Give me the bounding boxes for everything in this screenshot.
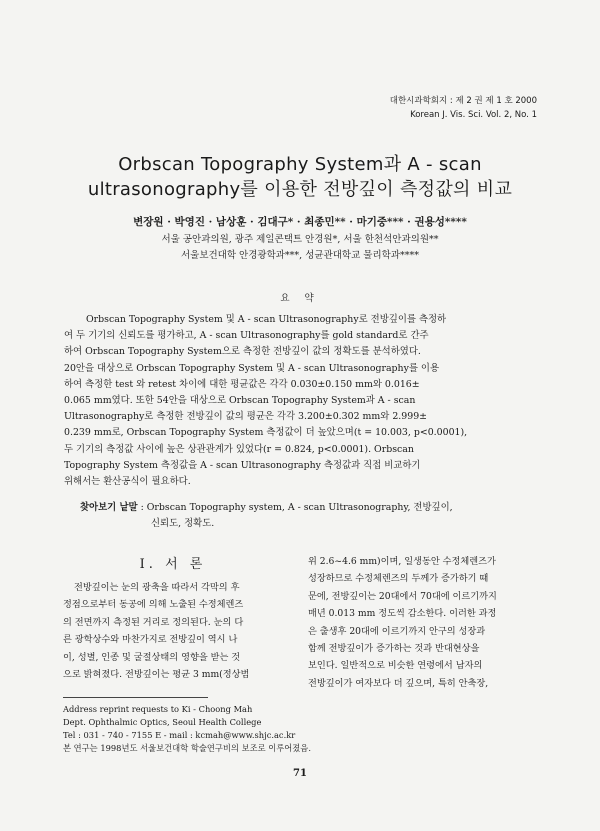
journal-korean: 대한시과학회지 : 제 2 권 제 1 호 2000 [389, 96, 537, 106]
abstract-line: 0.239 mm로, Orbscan Topography System 측정값이 더 높았으며(t = 10.003, p<0.0001), [64, 427, 468, 439]
abstract-line: 두 기기의 측정값 사이에 높은 상관관계가 있었다(r = 0.824, p<0.0001). Orbscan [64, 443, 414, 455]
body-line: 정점으로부터 동공에 의해 노출된 수정체렌즈 [63, 599, 244, 611]
abstract-line: Orbscan Topography System 및 A - scan Ultrasonography로 전방깊이를 측정하 [86, 314, 447, 325]
body-line: 문에, 전방깊이는 20대에서 70대에 이르기까지 [308, 590, 497, 602]
body-line: 으로 밝혀졌다. 전방깊이는 평균 3 mm(정상범 [63, 669, 250, 681]
journal-english: Korean J. Vis. Sci. Vol. 2, No. 1 [410, 110, 537, 120]
abstract-line: 위해서는 환산공식이 필요하다. [64, 476, 191, 488]
keywords-label: 찾아보기 낱말 [80, 502, 138, 513]
keywords-text: : Orbscan Topography system, A - scan Ultrasonography, 전방깊이, [137, 502, 453, 513]
abstract-line: 20안을 대상으로 Orbscan Topography System 및 A - scan Ultrasonography를 이용 [64, 362, 440, 374]
abstract-line: 하여 Orbscan Topography System으로 측정한 전방깊이 값의 정확도를 분석하였다. [64, 346, 421, 358]
abstract-line: 0.065 mm였다. 또한 54안을 대상으로 Orbscan Topography System과 A - scan [64, 395, 416, 407]
abstract-line: Topography System 측정값을 A - scan Ultrasonography 측정값과 직접 비교하기 [64, 459, 421, 471]
keywords-line1 [80, 500, 540, 516]
body-line: 위 2.6~4.6 mm)이며, 일생동안 수정체렌즈가 [308, 556, 496, 567]
body-line: 른 광학상수와 마찬가지로 전방깊이 역시 나 [63, 634, 238, 646]
paper-title-line2: ultrasonography를 이용한 전방깊이 측정값의 비교 [87, 179, 513, 200]
left-column [63, 579, 283, 683]
abstract-heading: 요 약 [280, 293, 320, 304]
footnote-line: Address reprint requests to Ki - Choong Mah [63, 704, 253, 714]
body-line: 전방깊이가 여자보다 더 깊으며, 특히 안축장, [308, 677, 489, 689]
keywords [80, 500, 540, 532]
section-title: Ⅰ. 서 론 [139, 557, 207, 572]
footnote-line: Dept. Ophthalmic Optics, Seoul Health College [63, 717, 262, 727]
affiliation-line1: 서울 공안과의원, 광주 제일콘택트 안경원*, 서울 한천석안과의원** [161, 234, 439, 245]
footnote-divider [63, 697, 208, 698]
paper-title-line1: Orbscan Topography System과 A - scan [118, 154, 482, 175]
body-line: 성장하므로 수정체렌즈의 두께가 증가하기 때 [308, 573, 489, 585]
page-number: 71 [293, 768, 307, 779]
keywords-line2: 신뢰도, 정확도. [151, 518, 215, 529]
footnote-line: Tel : 031 - 740 - 7155 E - mail : kcmah@www.shjc.ac.kr [63, 730, 296, 740]
body-line: 이, 성별, 인종 및 굴절상태의 영향을 받는 것 [63, 651, 241, 663]
affiliation-line2: 서울보건대학 안경광학과***, 성균관대학교 물리학과**** [180, 250, 420, 261]
abstract-body [64, 312, 536, 490]
footnote-line: 본 연구는 1998년도 서울보건대학 학술연구비의 보조로 이루어졌음. [63, 743, 311, 753]
abstract-line: 여 두 기기의 신뢰도를 평가하고, A - scan Ultrasonography를 gold standard로 간주 [64, 330, 429, 342]
body-line: 전방깊이는 눈의 광축을 따라서 각막의 후 [74, 582, 240, 593]
body-line: 매년 0.013 mm 정도씩 감소한다. 이러한 과정 [308, 608, 497, 620]
author-list: 변장원 · 박영진 · 남상훈 · 김대구* · 최종민** · 마기중*** · 권용성**** [133, 216, 467, 228]
footnote [63, 703, 363, 755]
abstract-line: 하여 측정한 test 와 retest 차이에 대한 평균값은 각각 0.030±0.150 mm와 0.016± [64, 378, 420, 390]
body-line: 보인다. 일반적으로 비슷한 연령에서 남자의 [308, 660, 483, 672]
body-line: 은 출생후 20대에 이르기까지 안구의 성장과 [308, 625, 486, 637]
journal-header [390, 94, 537, 122]
right-column [308, 553, 536, 692]
body-line: 함께 전방깊이가 증가하는 것과 반대현상을 [308, 643, 480, 655]
abstract-line: Ultrasonography로 측정한 전방깊이 값의 평균은 각각 3.200±0.302 mm와 2.999± [64, 411, 428, 423]
body-line: 의 전면까지 측정된 거리로 정의된다. 눈의 다 [63, 616, 244, 628]
